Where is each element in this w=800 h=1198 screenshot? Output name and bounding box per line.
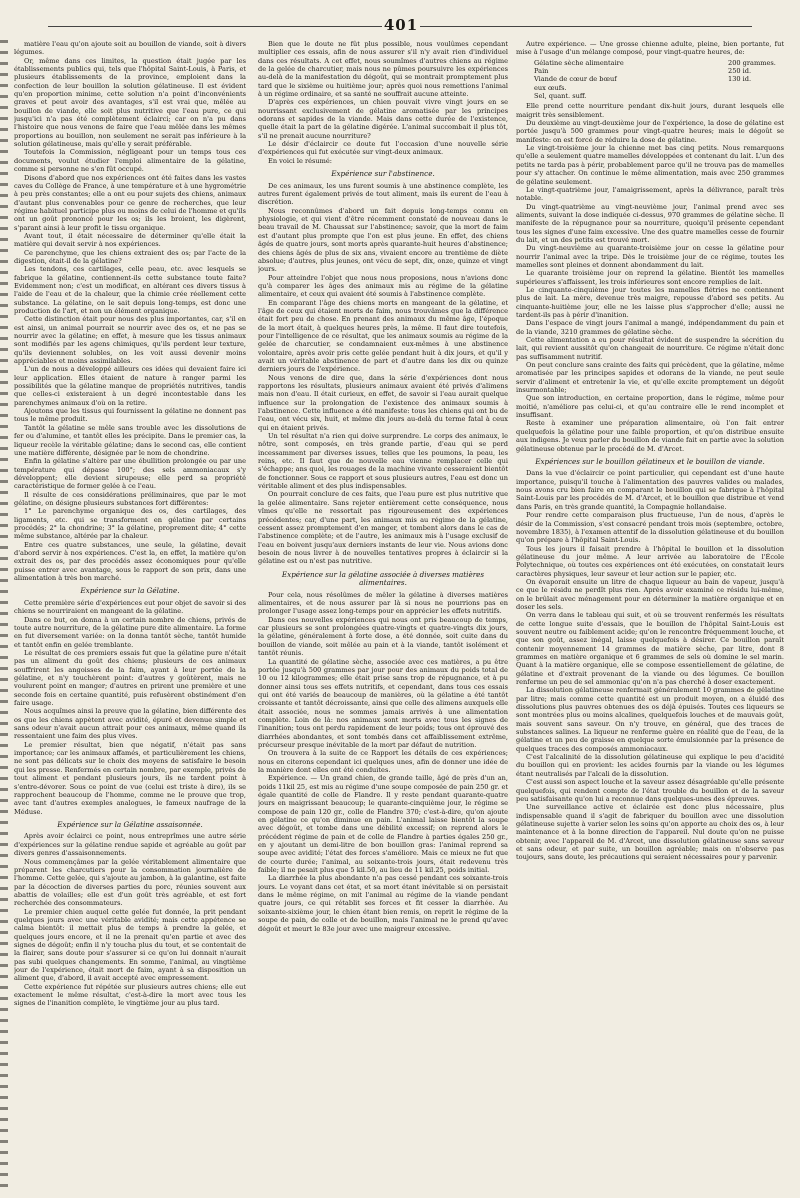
paragraph: Pour rendre cette comparaison plus fructueuse, l'un de nous, d'après le désir de la Commission, s'est consacré pendant trois mois (septembre, octobre, novembre 1835), à l'examen attentif de la dissolution gélatineuse et du bouillon qu'on prépare à l'hôpital Saint-Louis. bbox=[516, 511, 784, 545]
header-rule-right bbox=[420, 26, 752, 27]
paragraph: On pourrait conclure de ces faits, que l'eau pure est plus nutritive que la gelée alimentaire. Sans rejeter entièrement cette conséquence, nous vîmes qu'elle ne ressortait pas rigoureusement des expériences précédentes; car, d'une part, les animaux mis au régime de la gélatine, cessent assez promptement d'en manger, et tombent alors dans le cas de l'abstinence complète; et de l'autre, les animaux mis à l'usage exclusif de l'eau en boivent jusqu'aux derniers instants de leur vie. Nous avions donc besoin de nous livrer à de nouvelles tentatives propres à éclaircir si la gélatine est ou n'est pas nutritive. bbox=[258, 490, 508, 566]
paragraph: Ajoutons que les tissus qui fournissent la gélatine ne donnent pas tous le même produit. bbox=[14, 407, 246, 424]
page-number: 401 bbox=[383, 16, 419, 34]
paragraph: Pour cela, nous résolûmes de mêler la gélatine à diverses matières alimentaires, et de nous assurer par là si nous ne pourrions pas en prolonger l'usage assez long-temps pour en apprécier les effets nutritifs. bbox=[258, 590, 508, 616]
paragraph: En comparant l'âge des chiens morts en mangeant de la gélatine, et l'âge de ceux qui étaient morts de faim, nous trouvâmes que la différence était fort peu de chose. En prenant des animaux du même âge, l'époque de la mort était, à quelques heures près, la même. Il faut dire toutefois, pour l'intelligence de ce résultat, que les animaux soumis au régime de la gelée de charcutier, se condamnaient eux-mêmes à une abstinence volontaire, après avoir pris cette gelée pendant huit à dix jours, et qu'il y avait un véritable abstinence de part et d'autre dans les dix ou quinze derniers jours de l'expérience. bbox=[258, 298, 508, 374]
paragraph: Tantôt la gélatine se mêle sans trouble avec les dissolutions de fer ou d'alumine, et tantôt elles les précipite. Dans le premier cas, la liqueur recèle la véritable gélatine; dans le second cas, elle contient une matière différente, désignée par le nom de chondrine. bbox=[14, 423, 246, 457]
recipe-quantity: 250 id. bbox=[728, 67, 752, 76]
paragraph: Le désir d'éclaircir ce doute fut l'occasion d'une nouvelle série d'expériences qui fut exécutée sur vingt-deux animaux. bbox=[258, 140, 508, 157]
paragraph: Or, même dans ces limites, la question était jugée par les établissements publics qui, tels que l'hôpital Saint-Louis, à Paris, et plusieurs établissements de la province, emploient dans la confection de leur bouillon la solution gélatineuse. Il est évident qu'en proportion minime, cette solution n'a point d'inconvénients graves et peut avoir des avantages, s'il est vrai que, mêlée au bouillon de viande, elle soit plus nutritive que l'eau pure, ce qui jusqu'ici n'a pas été complètement éclairci; car on n'a pu dans l'histoire que nous venons de faire que l'eau mêlée dans les mêmes proportions au bouillon, non seulement ne serait pas inférieure à la solution gélatineuse, mais qu'elle y serait préférable. bbox=[14, 56, 246, 149]
paragraph: Dans ce but, on donna à un certain nombre de chiens, privés de toute autre nourriture, de la gélatine pure dite alimentaire. La forme en fut diversement variée: on la donna tantôt sèche, tantôt humide et tantôt enfin en gelée tremblante. bbox=[14, 615, 246, 649]
recipe-item bbox=[534, 67, 784, 75]
paragraph: Avant tout, il était nécessaire de déterminer qu'elle était la matière qui devait servir à nos expériences. bbox=[14, 231, 246, 249]
paragraph: Reste à examiner une préparation alimentaire, où l'on fait entrer quelquefois la gélatine pour une faible proportion, et qu'on distribue ensuite aux indigens. Je veux parler du bouillon de viande fait en partie avec la solution gélatineuse obtenue par le procédé de M. d'Arcet. bbox=[516, 419, 784, 453]
paragraph: Expérience. — Un grand chien, de grande taille, âgé de près d'un an, poids 11kil 25, est mis au régime d'une soupe composée de pain 250 gr. et égale quantité de colle de Flandre. Il y reste pendant quarante-quatre jours en maigrissant beaucoup; le quarante-cinquième jour, le régime se compose de pain 120 gr., colle de Flandre 370; c'est-à-dire, qu'on ajoute en gélatine ce qu'on diminue en pain. L'animal laisse bientôt la soupe avec dégoût, et tombe dans une débilité excessif; on reprend alors le précédent régime de pain et de colle de Flandre à parties égales 250 gr., en y ajoutant un demi-litre de bon bouillon gras: l'animal reprend sa soupe avec avidité; l'état des forces s'améliore. Mais ce mieux ne fut que de courte durée; l'animal, au soixante-trois jours, était redevenu très faible; il ne pesait plus que 5 kil.50, au lieu de 11 kil.25, poids initial. bbox=[258, 774, 508, 875]
paragraph: Cette première série d'expériences eut pour objet de savoir si des chiens se nourriraient en mangeant de la gélatine. bbox=[14, 598, 246, 616]
recipe-item bbox=[534, 92, 784, 100]
paragraph: Les tendons, ces cartilages, celle peau, etc. avec lesquels se fabrique la gélatine, contiennent-ils cette substance toute faite? Evidemment non; c'est un modificat, en altérant ces divers tissus à l'aide de l'eau et de la chaleur, que la chimie crée réellement cette substance. La gélatine, on le sait depuis long-temps, est donc une production de l'art, et non un élément organique. bbox=[14, 265, 246, 315]
paragraph: Le résultat de ces premiers essais fut que la gélatine pure n'était pas un aliment du goût des chiens; plusieurs de ces animaux souffrirent les angoisses de la faim, ayant à leur portée de la gélatine, et n'y touchèrent point: d'autres y goûtèrent, mais ne voulurent point en manger; d'autres en prirent une première et une seconde fois en certaine quantité, puis refusèrent obstinément d'en faire usage. bbox=[14, 649, 246, 708]
recipe-item bbox=[534, 84, 784, 92]
section-heading: Expérience sur la gélatine associée à diverses matières alimentaires. bbox=[281, 569, 485, 588]
recipe-item bbox=[534, 75, 784, 83]
paragraph: On peut conclure sans crainte des faits qui précèdent, que la gélatine, même aromatisée par les principes sapides et odorans de la viande, ne peut seule servir d'aliment et entretenir la vie, et qu'elle excite promptement un dégoût insurmontable; bbox=[516, 361, 784, 395]
recipe-ingredient: Gélatine sèche alimentaire bbox=[534, 58, 624, 67]
paragraph: Un tel résultat n'a rien qui doive surprendre. Le corps des animaux, le nôtre, sont composés, en très grande partie, d'eau qui se perd incessamment par diverses issues, telles que les poumons, la peau, les reins, etc. Il faut que de nouvelle eau vienne remplacer celle qui s'échappe; ans quoi, les rouages de la machine vivante cesseraient bientôt de fonctionner. Sous ce rapport et sous plusieurs autres, l'eau est donc un véritable aliment et des plus indispensables. bbox=[258, 432, 508, 491]
column-1 bbox=[14, 40, 246, 1190]
section-heading: Expérience sur la Gélatine. bbox=[80, 586, 180, 596]
binding-margin bbox=[0, 40, 8, 1190]
recipe-quantity: 130 id. bbox=[728, 75, 752, 84]
paragraph: Du vingt-neuvième au quarante-troisième jour on cesse la gélatine pour nourrir l'animal avec la tripe. Dès le troisième jour de ce régime, toutes les mamelles sont pleines et donnent abondamment du lait. bbox=[516, 244, 784, 269]
paragraph: Dans la vue d'éclaircir ce point particulier, qui cependant est d'une haute importance, puisqu'il touche à l'alimentation des pauvres valides ou malades, nous avons cru bien faire en comparant le bouillon qui se fabrique à l'hôpital Saint-Louis par les procédés de M. d'Arcet, et le bouillon que distribue et vend dans Paris, en très grande quantité, la Compagnie hollandaise. bbox=[516, 469, 784, 511]
paragraph: Le cinquante-cinquième jour toutes les mamelles flétries ne contiennent plus de lait. La mère, devenue très maigre, repousse d'abord ses petits. Au cinquante-huitième jour, elle ne les laisse plus s'approcher d'elle; aussi ne tardent-ils pas à périr d'inanition. bbox=[516, 285, 784, 319]
paragraph: Disons d'abord que nos expériences ont été faites dans les vastes caves du Collège de France, à une température et à une hygrométrie à peu près constantes; elle a ont eu pour sujets des chiens, animaux d'autant plus convenables pour ce genre de recherches, que leur régime habituel participe plus ou moins de celui de l'homme et qu'ils ont un goût prononcé pour les os; ils les broient, les digèrent, s'parant ainsi à leur profit le tissu organique. bbox=[14, 173, 246, 232]
paragraph: La quantité de gélatine sèche, associée avec ces matières, a pu être portée jusqu'à 500 grammes par jour pour des animaux du poids total de 10 ou 12 kilogrammes; elle était prise sans trop de répugnance, et à pu donner ainsi tous ses effets nutritifs, et cependant, dans tous ces essais qui ont été variés de beaucoup de manières, où la gélatine a été tantôt croissante et tantôt décroissante, ainsi que celle des alimens auxquels elle était associée, nous ne sommes jamais arrivés à une alimentation complète. Loin de là: nos animaux sont morts avec tous les signes de l'inanition; tous ont perdu rapidement de leur poids; tous ont éprouvé des diarrhées abondantes, et sont tombés dans cet affaiblissement extrême, précurseur presque inévitable de la mort par défaut de nutrition. bbox=[258, 657, 508, 749]
paragraph: Entre ces quatre substances, une seule, la gélatine, devait d'abord servir à nos expériences. C'est la, en effet, la matière qu'on extrait des os, par des procédés assez économiques pour qu'elle puisse entrer avec avantage, sous le rapport de son prix, dans une alimentation à très bon marché. bbox=[14, 540, 246, 582]
paragraph: On verra dans le tableau qui suit, et où se trouvent renfermés les résultats de cette longue suite d'essais, que le bouillon de l'hôpital Saint-Louis est souvent neutre ou faiblement acide; qu'on le rencontre fréquemment louche, et que son goût, assez inégal, laisse quelquefois à désirer. Ce bouillon paraît contenir moyennement 14 grammes de matière sèche, par litre, dont 8 grammes en matière organique et 6 grammes de sels où domine le sel marin. Quant à la matière organique, elle se compose essentiellement de gélatine, de gélatine et d'extrait provenant de la viande ou des légumes. Ce bouillon renferme un peu de sel ammoniac qu'on n'a pas cherché à doser exactement. bbox=[516, 611, 784, 687]
column-3-body bbox=[516, 102, 784, 861]
paragraph: Bien que le doute ne fût plus possible, nous voulûmes cependant multiplier ces essais, afin de nous assurer s'il n'y avait rien d'individuel dans ces résultats. A cet effet, nous soumîmes d'autres chiens au régime de la gelée de charcutier, mais nous ne pûmes poursuivre les expériences au-delà de la manifestation du dégoût, qui se montrait promptement plus tard que le sixième ou huitième jour; après quoi nous remettions l'animal à un régime ordinaire, et sa santé ne souffrait aucune atteinte. bbox=[258, 40, 508, 99]
paragraph: Cette distinction était pour nous des plus importantes, car, s'il en est ainsi, un animal pourrait se nourrir avec des os, et ne pas se nourrir avec la gélatine; en effet, à mesure que les tissus animaux sont modifiés par les agens chimiques, qu'ils perdent leur texture, qu'ils deviennent solubles, on les voit aussi devenir moins appréciables et moins assimilables. bbox=[14, 315, 246, 366]
paragraph: Nous venons de dire que, dans la série d'expériences dont nous rapportons les résultats, plusieurs animaux avaient été privés d'alimens mais non d'eau. Il était curieux, en effet, de savoir si l'eau aurait quelque influence sur la prolongation de l'existence des animaux soumis à l'abstinence. Cette influence a été manifeste: tous les chiens qui ont bu de l'eau, ont vécu six, huit, et même dix jours au-delà du terme fatal à ceux qui en étaient privés. bbox=[258, 373, 508, 432]
paragraph: 1° Le parenchyme organique des os, des cartilages, des ligaments, etc. qui se transforment en gélatine par certains procédés; 2° la chondrine; 3° la gélatine, proprement dite; 4° cette même substance, altérée par la chaleur. bbox=[14, 507, 246, 541]
recipe-quantity: 200 grammes. bbox=[728, 58, 776, 67]
paragraph: Le quarante troisième jour on reprend la gélatine. Bientôt les mamelles supérieures s'affaissent, les trois inférieures sont encore remplies de lait. bbox=[516, 269, 784, 286]
paragraph: L'un de nous a développé ailleurs ces idées qui devaient faire ici leur application. Elles étaient de nature à ranger parmi les possibilités que la gélatine manque de propriétés nutritives, tandis que celles-ci existeraient à un degré incontestable dans les parenchymes animaux d'où on la retire. bbox=[14, 365, 246, 407]
column-2 bbox=[258, 40, 508, 1190]
paragraph: Que son introduction, en certaine proportion, dans le régime, même pour moitié, n'améliore pas celui-ci, et qu'au contraire elle le rend incomplet et insuffisant. bbox=[516, 394, 784, 420]
paragraph: On évaporait ensuite un litre de chaque liqueur au bain de vapeur, jusqu'à ce que le résidu ne perdît plus rien. Après avoir examiné ce résidu lui-même, on le brûlait avec ménagement pour en déterminer la matière organique et en doser les sels. bbox=[516, 577, 784, 611]
paragraph: Il résulte de ces considérations préliminaires, que par le mot gélatine, on désigne plusieurs substances fort différentes: bbox=[14, 490, 246, 507]
paragraph: Cette alimentation a eu pour résultat évident de suspendre la sécrétion du lait, qui revient aussitôt qu'on changeait de nourriture. Ce régime n'était donc pas suffisamment nutritif. bbox=[516, 336, 784, 361]
recipe-quantity bbox=[728, 92, 784, 100]
recipe-item bbox=[534, 59, 784, 67]
paragraph: Pour atteindre l'objet que nous nous proposions, nous n'avions donc qu'à comparer les âges des animaux mis au régime de la gélatine alimentaire, et ceux qui avaient été soumis à l'abstinence complète. bbox=[258, 273, 508, 299]
paragraph: Enfin la gélatine s'altère par une ébullition prolongée ou par une température qui dépasse 100°; des sels ammoniacaux s'y développent; elle devient sirupeuse; elle perd sa propriété caractéristique de former gelée à ce l'eau. bbox=[14, 457, 246, 491]
paragraph: matière l'eau qu'on ajoute soit au bouillon de viande, soit à divers légumes. bbox=[14, 40, 246, 57]
page-header bbox=[0, 16, 800, 38]
paragraph: Nous acquîmes ainsi la preuve que la gélatine, bien différente des os que les chiens appètent avec avidité, épuré et devenue simple et sans odeur n'avait aucun attrait pour ces animaux, même quand ils ressentaient une faim des plus vives. bbox=[14, 707, 246, 741]
paragraph: Tous les jours il faisait prendre à l'hôpital le bouillon et la dissolution gélatineuse du jour même. A leur arrivée au laboratoire de l'École Polytechnique, où toutes ces expériences ont été exécutées, on constatait leurs caractères physiques, leur saveur et leur action sur le papier, etc. bbox=[516, 544, 784, 578]
section-heading: Expériences sur le bouillon gélatineux et le bouillon de viande. bbox=[535, 456, 765, 466]
paragraph: Dans ces nouvelles expériences qui nous ont pris beaucoup de temps, car plusieurs se sont prolongées quatre-vingts et quatre-vingts dix jours, la gélatine, généralement à forte dose, a été donnée, soit cuite dans du bouillon de viande, soit mêlée au pain et à la viande, tantôt isolément et tantôt réunis. bbox=[258, 615, 508, 658]
paragraph: De ces animaux, les uns furent soumis à une abstinence complète, les autres furent également privés de tout aliment, mais ils eurent de l'eau à discrétion. bbox=[258, 181, 508, 207]
paragraph: C'est l'alcalinité de la dissolution gélatineuse qui explique le peu d'acidité du bouillon qui en provient: les acides fournis par la viande ou les légumes étant neutralisés par l'alcali de la dissolution. bbox=[516, 753, 784, 778]
paragraph: Le premier résultat, bien que négatif, n'était pas sans importance; car les animaux affamés, et particulièrement les chiens, ne sont pas délicats sur le choix des moyens de satisfaire le besoin qui les presse. Renfermés en certain nombre, par exemple, privés de tout aliment et pendant plusieurs jours, ils ne tardent point à s'entre-dévorer. Sous ce point de vue (celui est triste à dire), ils se rapprochent beaucoup de l'homme, comme ne le prouve que trop, avec tant d'autres exemples analogues, le fameux naufrage de la Méduse. bbox=[14, 740, 246, 816]
paragraph: Le premier chien auquel cette gelée fut donnée, la prit pendant quelques jours avec une véritable avidité; mais cette appétence se calma bientôt: il mettait plus de temps à prendre la gelée, et quelques jours encore, et il ne la prenait qu'en partie et avec des signes de dégoût; enfin il n'y toucha plus du tout, et se contentait de la flairer, sans doute pour s'assurer si ce qu'on lui donnait n'aurait pas subi quelques changements. En somme, l'animal, au vingtième jour de l'expérience, était mort de faim, ayant à sa disposition un aliment que, d'abord, il avait accepté avec empressement. bbox=[14, 907, 246, 983]
recipe-ingredient: Pain bbox=[534, 67, 549, 76]
recipe-ingredient: Viande de cœur de bœuf bbox=[534, 75, 617, 84]
paragraph: Du deuxième au vingt-deuxième jour de l'expérience, la dose de gélatine est portée jusqu'à 500 grammes pour vingt-quatre heures; mais le dégoût se manifeste: on est forcé de réduire la dose de gélatine. bbox=[516, 119, 784, 144]
paragraph: Le vingt-troisième jour la chienne met bas cinq petits. Nous remarquons qu'elle a seulement quatre mamelles développées et contenant du lait. L'un des petits ne tarda pas à périr, probablement parce qu'il ne trouva pas de mamelles pour s'y attacher. On continue le même alimentation, mais avec 250 grammes de gélatine seulement. bbox=[516, 144, 784, 186]
recipe-ingredient: eux œufs. bbox=[534, 83, 567, 92]
paragraph: Ce parenchyme, que les chiens extraient des os; par l'acte de la digestion, était-il de la gélatine? bbox=[14, 248, 246, 265]
recipe-quantity bbox=[728, 84, 784, 92]
col3-intro: Autre expérience. — Une grosse chienne adulte, pleine, bien portante, fut mise à l'usage d'un mélange composé, pour vingt-quatre heures, de: bbox=[516, 40, 784, 57]
recipe-ingredient: Sel, quant. suff. bbox=[534, 92, 587, 101]
paragraph: Une surveillance active et éclairée est donc plus nécessaire, plus indispensable quand il s'agit de fabriquer du bouillon avec une dissolution gélatineuse sujette à varier selon les soins qu'on apporte au choix des os, à leur maintenance et à la bonne direction de l'appareil. Nul doute qu'on ne puisse obtenir, avec l'appareil de M. d'Arcet, une dissolution gélatineuse sans saveur et sans odeur, et par suite, un bouillon agréable; mais on n'observe pas toujours, sans doute, les précautions qui seraient nécessaires pour y parvenir. bbox=[516, 803, 784, 862]
header-rule-left bbox=[48, 26, 382, 27]
paragraph: Le vingt-quatrième jour, l'amaigrissement, après la délivrance, paraît très notable. bbox=[516, 185, 784, 203]
paragraph: Cette expérience fut répétée sur plusieurs autres chiens; elle eut exactement le même résultat, c'est-à-dire la mort avec tous les signes de l'inanition complète, le vingtième jour au plus tard. bbox=[14, 982, 246, 1008]
paragraph: En voici le résumé: bbox=[268, 156, 333, 165]
paragraph: On trouvera à la suite de ce Rapport les détails de ces expériences; nous en citerons cependant ici quelques unes, afin de donner une idée de la manière dont elles ont été conduites. bbox=[258, 749, 508, 774]
paragraph: Nous commençâmes par la gelée véritablement alimentaire que préparent les charcutiers pour la consommation journalière de l'homme. Cette gelée, qui s'ajoute au jambon, à la galantine, est faite par la décoction de diverses parties du porc, réunies souvent aux abattis de volailles; elle est d'un goût très agréable, et est fort recherchée des consommateurs. bbox=[14, 857, 246, 908]
paragraph: C'est aussi son aspect louche et la saveur assez désagréable qu'elle présente quelquefois, qui rendent compte de l'état trouble du bouillon et de la saveur peu satisfaisante qu'on lui a reconnue dans quelques-unes des épreuves. bbox=[516, 778, 784, 803]
paragraph: Nous reconnûmes d'abord un fait depuis long-temps connu en physiologie, et qui vient d'être récemment constaté de nouveau dans le beau travail de M. Chaussat sur l'abstinence; savoir, que la mort de faim est d'autant plus prompte que l'on est plus jeune. En effet, des chiens âgés de quatre jours, sont morts après quarante-huit heures d'abstinence; des chiens âgés de plus de six ans, vivaient encore au trentième de diète absolue; d'autres, plus jeunes, ont vécu de sept, dix, onze, quinze et vingt jours. bbox=[258, 206, 508, 274]
section-heading: Expérience sur la Gélatine assaisonnée. bbox=[57, 819, 203, 829]
section-heading: Expérience sur l'abstinence. bbox=[331, 169, 435, 179]
paragraph: Toutefois la Commission, négligeant pour un temps tous ces documents, voulut étudier l'emploi alimentaire de la gélatine, comme si personne ne s'en fût occupé. bbox=[14, 148, 246, 174]
paragraph: D'après ces expériences, un chien pouvait vivre vingt jours en se nourrissant exclusivement de gélatine aromatisée par les principes odorans et sapides de la viande. Mais dans cette durée de l'existence, quelle était la part de la gélatine digérée. L'animal succombait il plus tôt, s'il ne prenait aucune nourriture? bbox=[258, 98, 508, 140]
column-3 bbox=[516, 40, 784, 1190]
recipe-list bbox=[534, 59, 784, 101]
paragraph: La dissolution gélatineuse renfermait généralement 10 grammes de gélatine par litre; mais comme cette quantité est un produit moyen, on a éluidé des dissolutions plus pauvres obtenues des os déjà épuisés. Toutes ces liqueurs se sont montrées plus ou moins alcalines, quelquefois louches et de mauvais goût, mais souvent sans saveur. On n'y trouve, en général, que des traces de substances salines. La liqueur ne renferme guère en réalité que de l'eau, de la gélatine et un peu de graisse en quelque sorte émulsionnée par la présence de quelques traces des composés ammoniacaux. bbox=[516, 686, 784, 753]
paragraph: Après avoir éclairci ce point, nous entreprîmes une autre série d'expériences sur la gélatine rendue sapide et agréable au goût par divers genres d'assaisonnements. bbox=[14, 832, 246, 858]
paragraph: Elle prend cette nourriture pendant dix-huit jours, durant lesquels elle maigrit très sensiblement. bbox=[516, 102, 784, 119]
paragraph: Du vingt-quatrième au vingt-neuvième jour, l'animal prend avec ses aliments, suivant la dose indiquée ci-dessus, 970 grammes de gélatine sèche. Il manifeste de la répugnance pour sa nourriture, quoiqu'il présente cependant tous les signes d'une faim excessive. Une des quatre mamelles cesse de fournir du lait, et un des petits est trouvé mort. bbox=[516, 202, 784, 244]
paragraph: La diarrhée la plus abondante n'a pas cessé pendant ces soixante-trois jours. Le voyant dans cet état, et sa mort étant inévitable si on persistait dans le même régime, on mit l'animal au régime de la viande pendant quatre jours, ce qui rétablit ses forces et fit cesser la diarrhée. Au soixante-sixième jour, le chien étant bien remis, on reprit le régime de la soupe de pain, de colle et de bouillon, mais l'animal ne le prend qu'avec dégoût et meurt le 83e jour avec une maigreur excessive. bbox=[258, 874, 508, 933]
paragraph: Dans l'espace de vingt jours l'animal a mangé, indépendamment du pain et de la viande, 3210 grammes de gélatine sèche. bbox=[516, 319, 784, 336]
